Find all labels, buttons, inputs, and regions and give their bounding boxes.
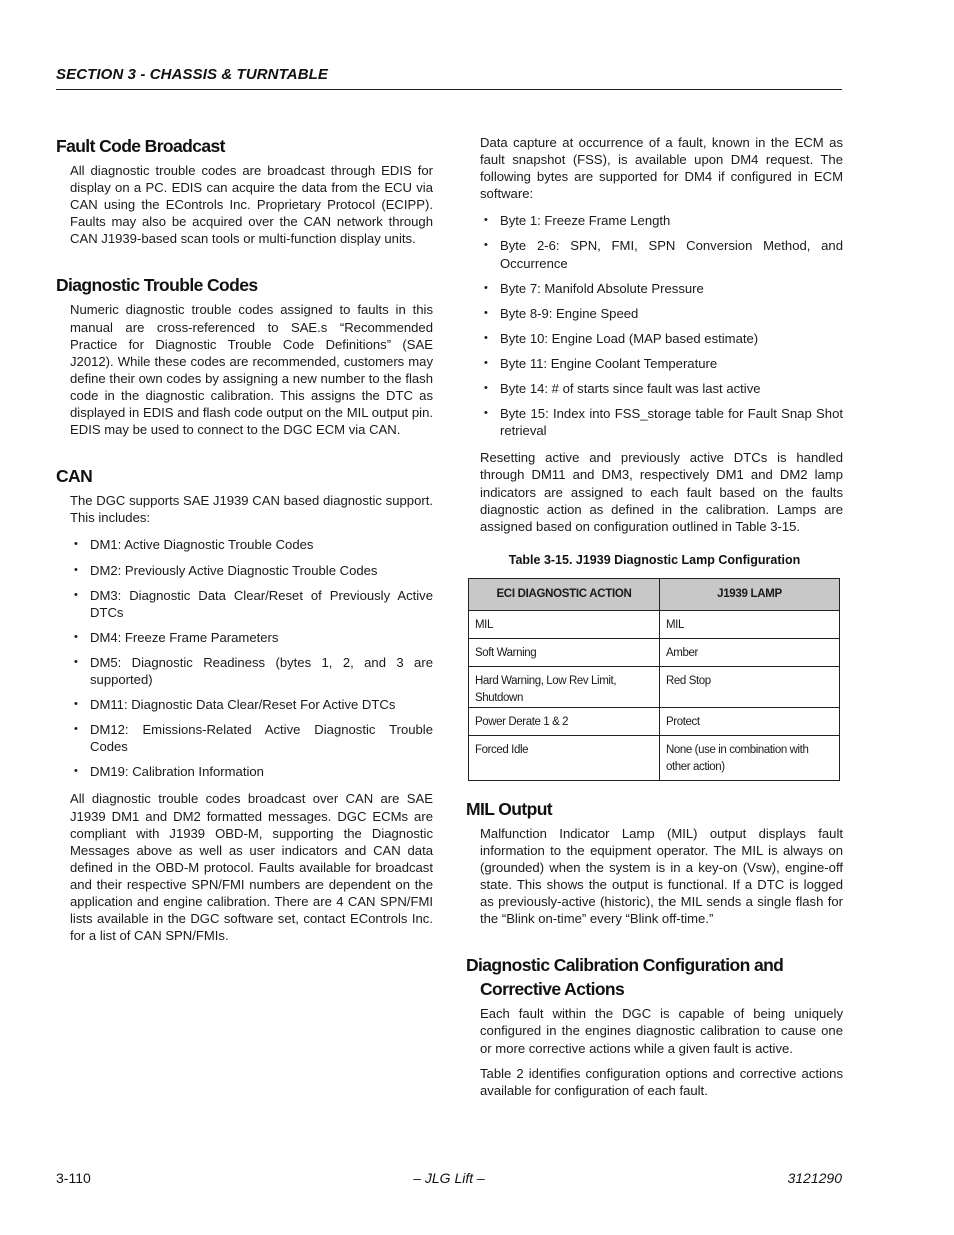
can-heading: CAN (56, 466, 93, 487)
list-item: • Byte 11: Engine Coolant Temperature (480, 355, 843, 372)
lamp-config-table (468, 578, 840, 781)
list-item: • DM3: Diagnostic Data Clear/Reset of Previously Active DTCs (70, 587, 433, 621)
list-item: • DM2: Previously Active Diagnostic Trouble Codes (70, 562, 433, 579)
fault-broadcast-text: All diagnostic trouble codes are broadcast through EDIS for display on a PC. EDIS can acquire the data from the ECU via CAN using the EControls Inc. Proprietary Protocol (ECIPP). Faults may also be acquired over the CAN network through CAN J1939-based scan tools or multi-function display units. (70, 163, 433, 247)
mil-output-text: Malfunction Indicator Lamp (MIL) output displays fault information to the equipment operator. The MIL is always on (grounded) when the system is in a key-on (Vsw), engine-off state. This shows the output is functional. If a DTC is logged as previously-active (historic), the MIL sends a single flash for the “Blink on-time” every “Blink off-time.” (480, 825, 843, 927)
dm4-byte-list (480, 212, 843, 439)
table-cell: MIL (660, 610, 840, 638)
reset-text: Resetting active and previously active DTCs is handled through DM11 and DM3, respectively DM1 and DM2 lamp indicators are assigned to each fault based on the faults diagnostic action as defined in the calibration. Lamps are assigned based on configuration outlined in Table 3-15. (480, 450, 843, 534)
page-footer (56, 1170, 842, 1188)
page-number: 3-110 (56, 1170, 91, 1186)
column-header: ECI DIAGNOSTIC ACTION (469, 578, 660, 610)
table-cell: Red Stop (660, 666, 840, 707)
table-cell: Hard Warning, Low Rev Limit, Shutdown (469, 666, 660, 707)
document-number: 3121290 (787, 1170, 842, 1186)
list-item: • DM5: Diagnostic Readiness (bytes 1, 2, and 3 are supported) (70, 654, 433, 688)
table-row (469, 638, 840, 666)
list-item: • Byte 2-6: SPN, FMI, SPN Conversion Method, and Occurrence (480, 237, 843, 271)
dm4-intro: Data capture at occurrence of a fault, known in the ECM as fault snapshot (FSS), is available upon DM4 request. The following bytes are supported for DM4 if configured in ECM software: (480, 135, 843, 202)
footer-brand: – JLG Lift – (413, 1170, 485, 1186)
table-row (469, 666, 840, 707)
can-intro: The DGC supports SAE J1939 CAN based diagnostic support. This includes: (70, 493, 433, 526)
list-item: • DM19: Calibration Information (70, 763, 433, 780)
list-item: • DM4: Freeze Frame Parameters (70, 629, 433, 646)
column-header: J1939 LAMP (660, 578, 840, 610)
dtc-text: Numeric diagnostic trouble codes assigned to faults in this manual are cross-referenced to SAE.s “Recommended Practice for Diagnostic Trouble Code Definitions” (SAE J2012). While these codes are recommended, customers may define their own codes by assigning a new number to the flash code in the diagnostic calibration. This assigns the DTC as displayed in EDIS and flash code output on the MIL output pin. EDIS may be used to connect to the DGC ECM via CAN. (70, 302, 433, 438)
list-item: • Byte 8-9: Engine Speed (480, 305, 843, 322)
table-row (469, 707, 840, 735)
calibration-text-2: Table 2 identifies configuration options and corrective actions available for configuration of each fault. (480, 1065, 843, 1098)
list-item: • Byte 7: Manifold Absolute Pressure (480, 280, 843, 297)
page-header (56, 66, 842, 90)
table-cell: Forced Idle (469, 735, 660, 780)
table-cell: Soft Warning (469, 638, 660, 666)
table-header-row (469, 578, 840, 610)
table-row (469, 610, 840, 638)
table-cell: Power Derate 1 & 2 (469, 707, 660, 735)
mil-output-heading: MIL Output (466, 798, 553, 819)
fault-broadcast-heading: Fault Code Broadcast (56, 136, 225, 156)
table-cell: Amber (660, 638, 840, 666)
calibration-heading-line2: Corrective Actions (480, 979, 625, 1000)
table-row (469, 735, 840, 780)
list-item: • Byte 10: Engine Load (MAP based estimate) (480, 330, 843, 347)
calibration-heading (466, 953, 843, 1001)
table-caption: Table 3-15. J1939 Diagnostic Lamp Configuration (508, 552, 801, 567)
table-cell: MIL (469, 610, 660, 638)
table-cell: Protect (660, 707, 840, 735)
list-item: • Byte 14: # of starts since fault was last active (480, 380, 843, 397)
dtc-heading: Diagnostic Trouble Codes (56, 275, 258, 296)
list-item: • DM12: Emissions-Related Active Diagnostic Trouble Codes (70, 721, 433, 755)
right-column (466, 134, 843, 1107)
calibration-text-1: Each fault within the DGC is capable of being uniquely configured in the engines diagnostic calibration to cause one or more corrective actions while a given fault is active. (480, 1006, 843, 1056)
table-cell: None (use in combination with other action) (660, 735, 840, 780)
section-title: SECTION 3 - CHASSIS & TURNTABLE (56, 66, 329, 83)
list-item: • Byte 1: Freeze Frame Length (480, 212, 843, 229)
list-item: • Byte 15: Index into FSS_storage table for Fault Snap Shot retrieval (480, 405, 843, 439)
can-outro: All diagnostic trouble codes broadcast over CAN are SAE J1939 DM1 and DM2 formatted messages. DGC ECMs are compliant with J1939 OBD-M, supporting the Diagnostic Messages above as well as user indicators and CAN data defined in the OBD-M protocol. Faults available for broadcast and their respective SPN/FMI numbers are dependent on the application and engine calibration. There are 4 CAN SPN/FMI lists available in the DGC software set, contact EControls Inc. for a list of CAN SPN/FMIs. (70, 791, 433, 944)
can-dm-list (70, 536, 433, 780)
left-column (56, 134, 433, 952)
list-item: • DM11: Diagnostic Data Clear/Reset For Active DTCs (70, 696, 433, 713)
calibration-heading-line1: Diagnostic Calibration Configuration and (466, 955, 784, 976)
list-item: • DM1: Active Diagnostic Trouble Codes (70, 536, 433, 553)
